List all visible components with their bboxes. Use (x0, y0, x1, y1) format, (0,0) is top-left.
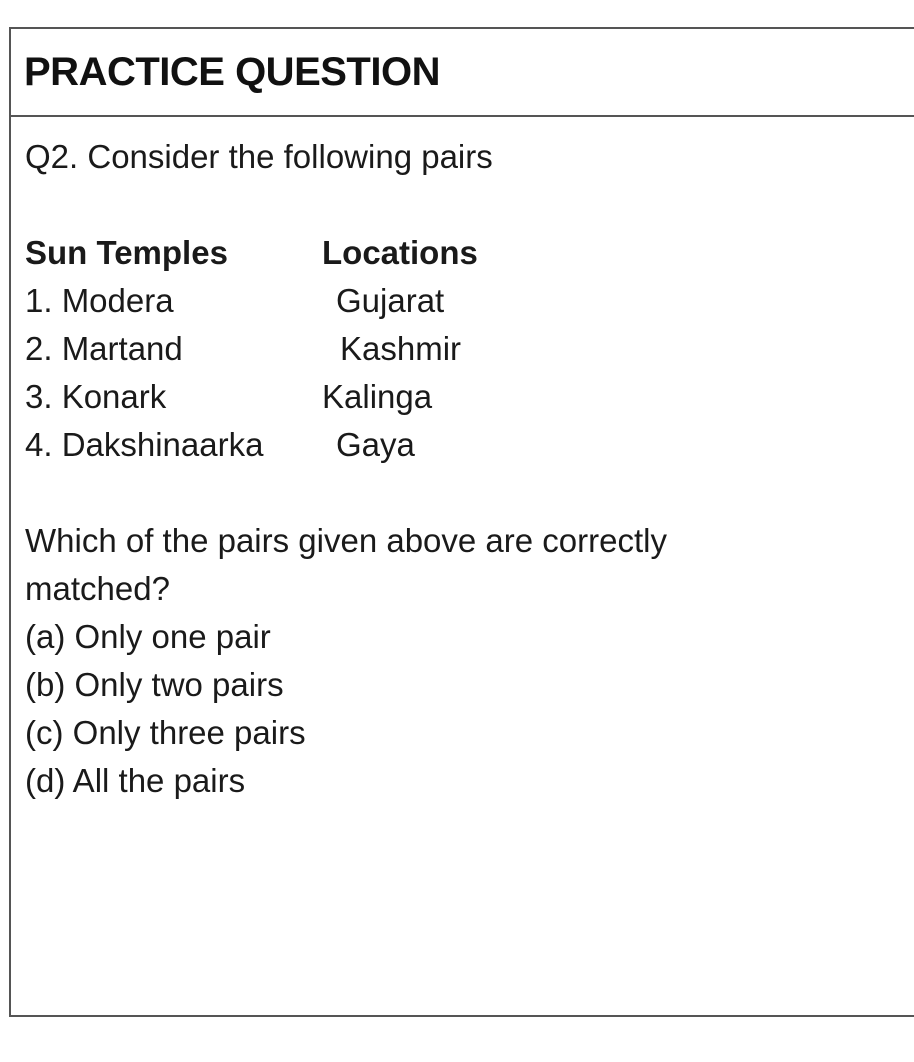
pair-location: Gaya (336, 426, 415, 463)
option-c: (c) Only three pairs (25, 714, 306, 751)
pair-temple: 3. Konark (25, 378, 167, 415)
pair-temple: 1. Modera (25, 282, 174, 319)
column-header-locations: Locations (322, 234, 478, 271)
option-b: (b) Only two pairs (25, 666, 284, 703)
question-card (9, 27, 914, 1017)
pair-location: Kashmir (340, 330, 462, 367)
card-header (11, 29, 914, 117)
pair-row (25, 277, 914, 325)
pair-temple: 2. Martand (25, 330, 183, 367)
option-a: (a) Only one pair (25, 618, 271, 655)
pair-row (25, 373, 914, 421)
question-prompt: Which of the pairs given above are correctly (25, 522, 667, 559)
page-title: PRACTICE QUESTION (24, 49, 440, 94)
column-header-sun-temples: Sun Temples (25, 234, 228, 271)
spacer (25, 181, 914, 229)
question-prompt-continued: matched? (25, 570, 170, 607)
option-d: (d) All the pairs (25, 762, 246, 799)
question-body (11, 117, 914, 805)
pair-row (25, 421, 914, 469)
pair-row (25, 325, 914, 373)
pair-location: Gujarat (336, 282, 445, 319)
question-stem: Q2. Consider the following pairs (25, 138, 493, 175)
spacer (25, 469, 914, 517)
pair-location: Kalinga (322, 378, 433, 415)
pair-temple: 4. Dakshinaarka (25, 426, 264, 463)
pairs-table-header (25, 229, 914, 277)
